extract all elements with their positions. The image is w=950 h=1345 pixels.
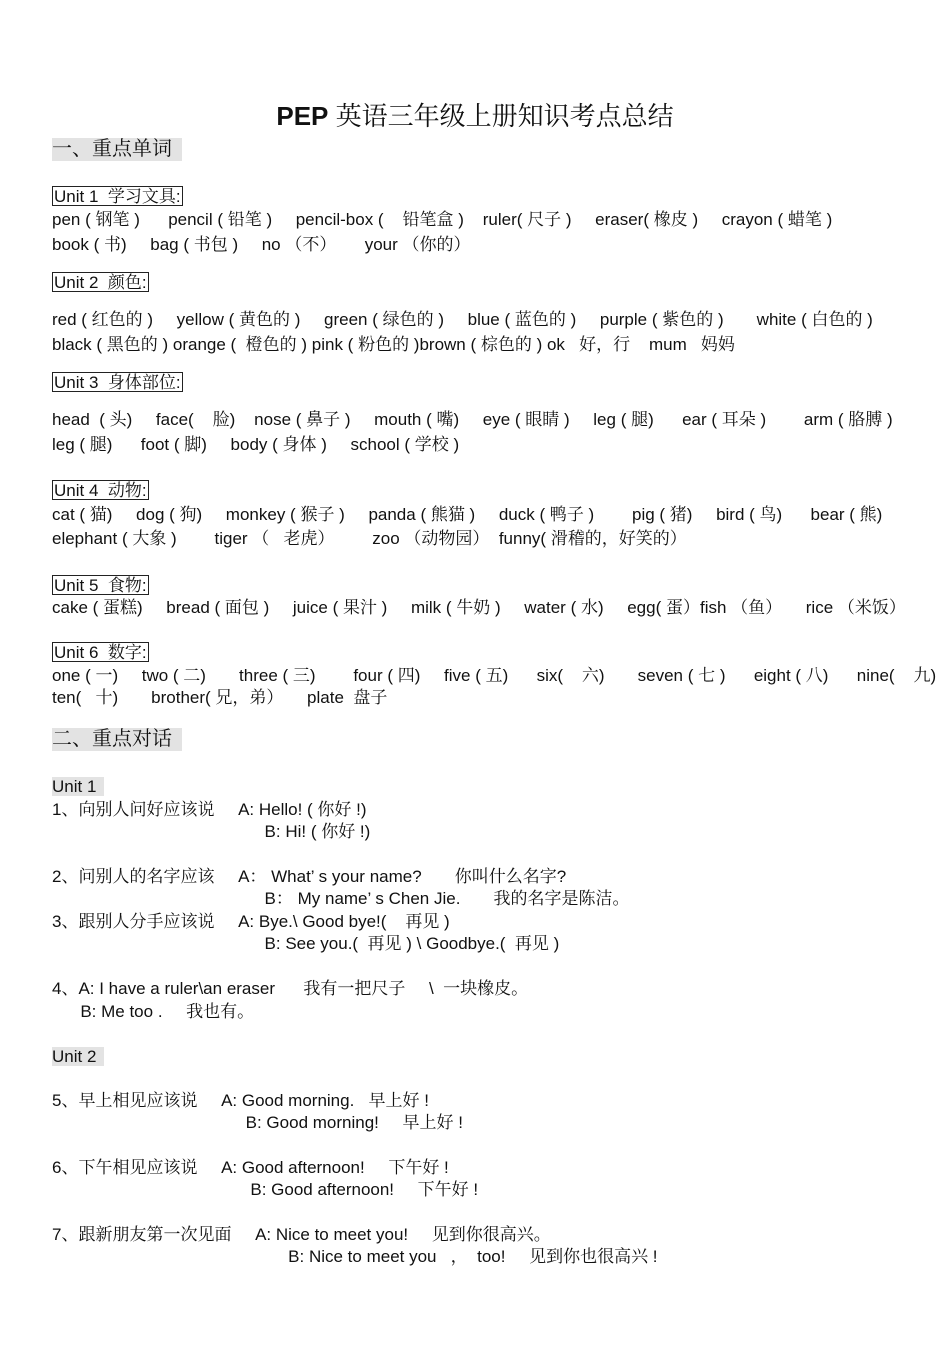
dialogue-line: B: Good afternoon! 下午好 ! — [52, 1180, 479, 1199]
section-heading-vocabulary: 一、重点单词 — [52, 138, 182, 161]
vocab-line: book ( 书) bag ( 书包 ) no （不） your （你的） — [52, 235, 471, 254]
dialogue-unit-heading: Unit 1 — [52, 777, 104, 796]
vocab-line: elephant ( 大象 ) tiger （ 老虎） zoo （动物园） funny( 滑稽的，好笑的） — [52, 529, 687, 548]
title-bold: PEP — [276, 101, 329, 131]
title-rest: 英语三年级上册知识考点总结 — [328, 101, 674, 131]
unit-heading: Unit 2 颜色: — [54, 273, 147, 292]
dialogue-unit-heading: Unit 2 — [52, 1047, 104, 1066]
vocab-line: black ( 黑色的 ) orange ( 橙色的 ) pink ( 粉色的 )brown ( 棕色的 ) ok 好，行 mum 妈妈 — [52, 335, 735, 354]
vocab-line: pen ( 钢笔 ) pencil ( 铅笔 ) pencil-box ( 铅笔盒 ) ruler( 尺子 ) eraser( 橡皮 ) crayon ( 蜡笔 ) — [52, 210, 833, 229]
unit-heading: Unit 4 动物: — [54, 481, 147, 500]
vocab-line: leg ( 腿) foot ( 脚) body ( 身体 ) school ( 学校 ) — [52, 435, 460, 454]
vocab-line: cake ( 蛋糕) bread ( 面包 ) juice ( 果汁 ) milk ( 牛奶 ) water ( 水) egg( 蛋）fish （鱼） rice （米饭） — [52, 598, 906, 617]
dialogue-line: 2、问别人的名字应该 A： What’ s your name? 你叫什么名字? — [52, 867, 567, 886]
dialogue-line: 1、向别人问好应该说 A: Hello! ( 你好 !) — [52, 800, 367, 819]
unit-heading: Unit 3 身体部位: — [54, 373, 181, 392]
document-title — [0, 103, 950, 129]
vocab-line: head ( 头) face( 脸) nose ( 鼻子 ) mouth ( 嘴) eye ( 眼睛 ) leg ( 腿) ear ( 耳朵 ) arm ( 胳膊 ) — [52, 410, 893, 429]
dialogue-line: 3、跟别人分手应该说 A: Bye.\ Good bye!( 再见 ) — [52, 912, 450, 931]
dialogue-line: 5、早上相见应该说 A: Good morning. 早上好 ! — [52, 1091, 429, 1110]
dialogue-line: B: Good morning! 早上好 ! — [52, 1113, 463, 1132]
dialogue-line: B: See you.( 再见 ) \ Goodbye.( 再见 ) — [52, 934, 560, 953]
section-heading-dialogues: 二、重点对话 — [52, 728, 182, 751]
dialogue-line: B: Hi! ( 你好 !) — [52, 822, 371, 841]
dialogue-line: B: Nice to meet you ， too! 见到你也很高兴 ! — [52, 1247, 658, 1266]
vocab-line: cat ( 猫) dog ( 狗) monkey ( 猴子 ) panda ( 熊猫 ) duck ( 鸭子 ) pig ( 猪) bird ( 鸟) bear ( 熊) — [52, 505, 883, 524]
dialogue-line: 4、A: I have a ruler\an eraser 我有一把尺子 \ 一块橡皮。 — [52, 979, 529, 998]
vocab-line: ten( 十) brother( 兄，弟） plate 盘子 — [52, 688, 388, 707]
unit-heading: Unit 6 数字: — [54, 643, 147, 662]
dialogue-line: 6、下午相见应该说 A: Good afternoon! 下午好 ! — [52, 1158, 449, 1177]
unit-heading: Unit 1 学习文具: — [54, 187, 181, 206]
vocab-line: one ( 一) two ( 二) three ( 三) four ( 四) five ( 五) six( 六) seven ( 七 ) eight ( 八) nine( 九) — [52, 666, 937, 685]
vocab-line: red ( 红色的 ) yellow ( 黄色的 ) green ( 绿色的 ) blue ( 蓝色的 ) purple ( 紫色的 ) white ( 白色的 ) — [52, 310, 873, 329]
unit-heading: Unit 5 食物: — [54, 576, 147, 595]
dialogue-line: B： My name’ s Chen Jie. 我的名字是陈洁。 — [52, 889, 630, 908]
dialogue-line: 7、跟新朋友第一次见面 A: Nice to meet you! 见到你很高兴。 — [52, 1225, 551, 1244]
dialogue-line: B: Me too . 我也有。 — [52, 1002, 255, 1021]
